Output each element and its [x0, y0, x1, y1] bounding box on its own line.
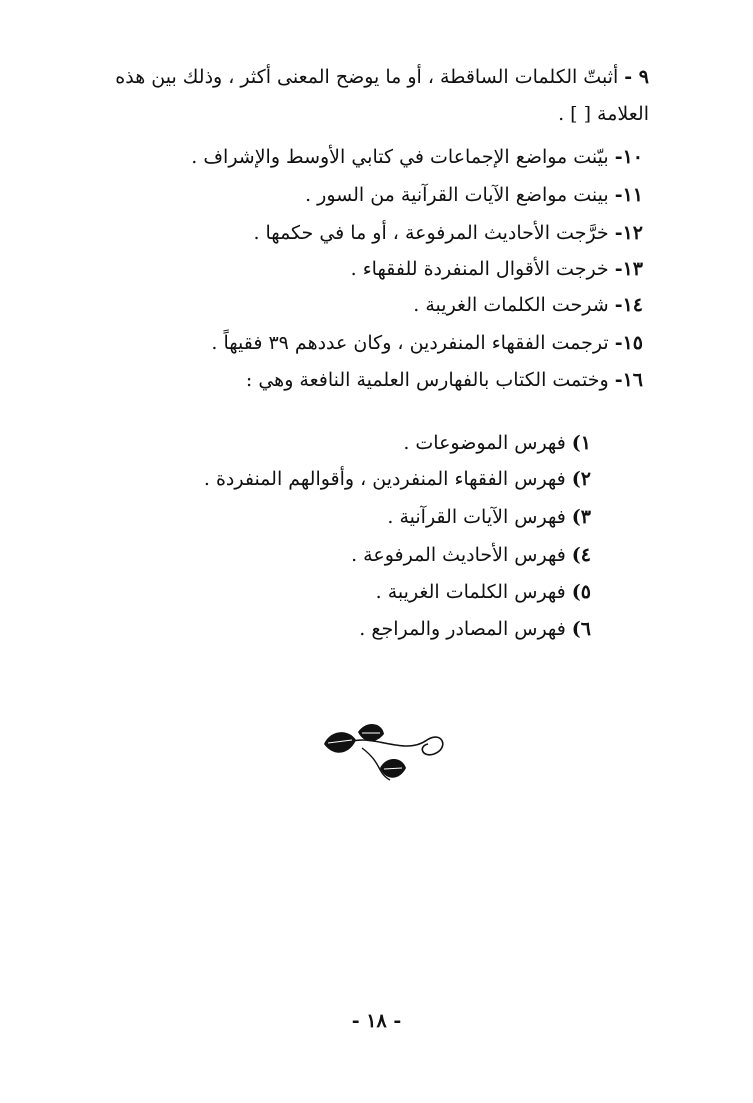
index-number: ١) — [571, 432, 591, 454]
index-number: ٦) — [571, 618, 591, 640]
item-text: أثبتّ الكلمات الساقطة ، أو ما يوضح المعنى أكثر ، وذلك بين هذه — [115, 66, 619, 88]
item-14 — [413, 292, 643, 318]
item-number: ١٦- — [614, 369, 643, 391]
item-text: بيّنت مواضع الإجماعات في كتابي الأوسط والإشراف . — [191, 146, 609, 168]
item-number: ١٥- — [614, 332, 643, 354]
index-number: ٢) — [571, 468, 591, 490]
page-number: - ١٨ - — [351, 1010, 402, 1032]
index-number: ٤) — [571, 544, 591, 566]
leaf-vine-ornament-icon — [322, 718, 452, 788]
item-number: ١٠- — [614, 146, 643, 168]
index-text: فهرس الكلمات الغريبة . — [375, 581, 566, 603]
item-number: ١٤- — [614, 294, 643, 316]
index-text: فهرس الأحاديث المرفوعة . — [351, 544, 566, 566]
item-15 — [211, 330, 643, 356]
item-text: بينت مواضع الآيات القرآنية من السور . — [305, 184, 609, 206]
item-12 — [253, 220, 643, 246]
item-text: وختمت الكتاب بالفهارس العلمية النافعة وهي : — [245, 369, 609, 391]
index-item-4 — [351, 542, 591, 568]
item-9 — [115, 64, 649, 90]
item-number: ١١- — [614, 184, 643, 206]
item-number: ١٣- — [614, 258, 643, 280]
item-10 — [191, 144, 643, 170]
index-item-5 — [376, 579, 591, 605]
item-number: ١٢- — [614, 222, 643, 244]
item-13 — [351, 256, 643, 282]
index-item-6 — [359, 616, 591, 642]
item-16 — [246, 367, 643, 393]
index-number: ٣) — [571, 506, 591, 528]
index-text: فهرس الفقهاء المنفردين ، وأقوالهم المنفردة . — [203, 468, 566, 490]
item-text: خرَّجت الأحاديث المرفوعة ، أو ما في حكمها . — [253, 222, 609, 244]
item-11 — [305, 182, 643, 208]
item-text: خرجت الأقوال المنفردة للفقهاء . — [350, 258, 609, 280]
item-text: شرحت الكلمات الغريبة . — [413, 294, 609, 316]
index-item-2 — [204, 466, 591, 492]
item-text: ترجمت الفقهاء المنفردين ، وكان عددهم ٣٩ فقيهاً . — [211, 332, 609, 354]
item-number: ٩ - — [624, 66, 649, 88]
index-number: ٥) — [571, 581, 591, 603]
item-text: العلامة [ ] . — [558, 103, 649, 125]
item-9-continuation — [558, 101, 649, 127]
index-text: فهرس الموضوعات . — [403, 432, 566, 454]
index-text: فهرس الآيات القرآنية . — [387, 506, 566, 528]
index-text: فهرس المصادر والمراجع . — [359, 618, 566, 640]
index-item-1 — [403, 430, 591, 456]
index-item-3 — [387, 504, 591, 530]
